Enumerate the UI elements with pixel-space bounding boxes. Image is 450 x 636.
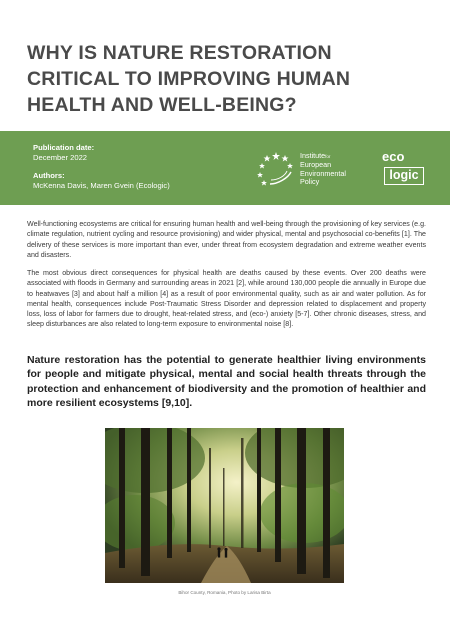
eu-stars-icon — [256, 150, 296, 190]
authors-label: Authors: — [33, 171, 65, 180]
publication-date-label: Publication date: — [33, 143, 95, 152]
publication-date-value: December 2022 — [33, 153, 88, 162]
intro-paragraph: Well-functioning ecosystems are critical for ensuring human health and well-being through the provisioning of key services (e.g. climate regulation, nutrient cycling and resource provisioning) and wider physical, mental and psychosocial co-benefits [1]. The delivery of these services is more important than ever, under threat from ecosystem degradation and extreme weather events and disasters. — [27, 220, 426, 259]
ieep-logo-text — [300, 152, 346, 187]
page-title: WHY IS NATURE RESTORATION CRITICAL TO IMPROVING HUMAN HEALTH AND WELL-BEING? — [27, 42, 351, 116]
photo-caption: Bihor County, Romania, Photo by Larisa Birta — [178, 590, 271, 595]
ecologic-logo — [382, 150, 426, 192]
consequences-paragraph: The most obvious direct consequences for physical health are deaths caused by these events. Over 200 deaths were associated with floods in Germany and surrounding areas in 2021 [2], while around 130,000 people die annually in Europe due to heatwaves [3] and about half a million [4] as a result of poor environmental quality, such as air and water pollution. As for mental health, consequences include Post-Traumatic Stress Disorder and depression related to displacement and property loss, loss of labor for farmers due to drought, heat-related stress, and (eco-) anxiety [5-7]. Other chronic diseases, stress, and sleep disturbances are also related to long-term exposure to environmental noise [8]. — [27, 269, 426, 329]
ieep-line-policy: Policy — [300, 177, 320, 187]
ieep-line-institute: Institute — [300, 151, 326, 160]
ecologic-logo-box: logic — [384, 167, 424, 185]
header-band — [0, 131, 450, 205]
ecologic-logo-top: eco — [382, 149, 405, 164]
publication-meta — [33, 143, 170, 191]
ieep-logo — [256, 150, 356, 190]
authors-value: McKenna Davis, Maren Gvein (Ecologic) — [33, 181, 170, 190]
forest-illustration — [105, 428, 344, 583]
forest-photo — [105, 428, 344, 583]
ieep-line-environmental: Environmental — [300, 168, 346, 178]
ieep-line-for: for — [325, 154, 331, 159]
ieep-line-european: European — [300, 160, 332, 170]
key-message: Nature restoration has the potential to generate healthier living environments for people and mitigate physical, mental and social health threats through the protection and enhancement of biodiversity and the promotion of healthier and more resilient ecosystems [9,10]. — [27, 354, 426, 409]
